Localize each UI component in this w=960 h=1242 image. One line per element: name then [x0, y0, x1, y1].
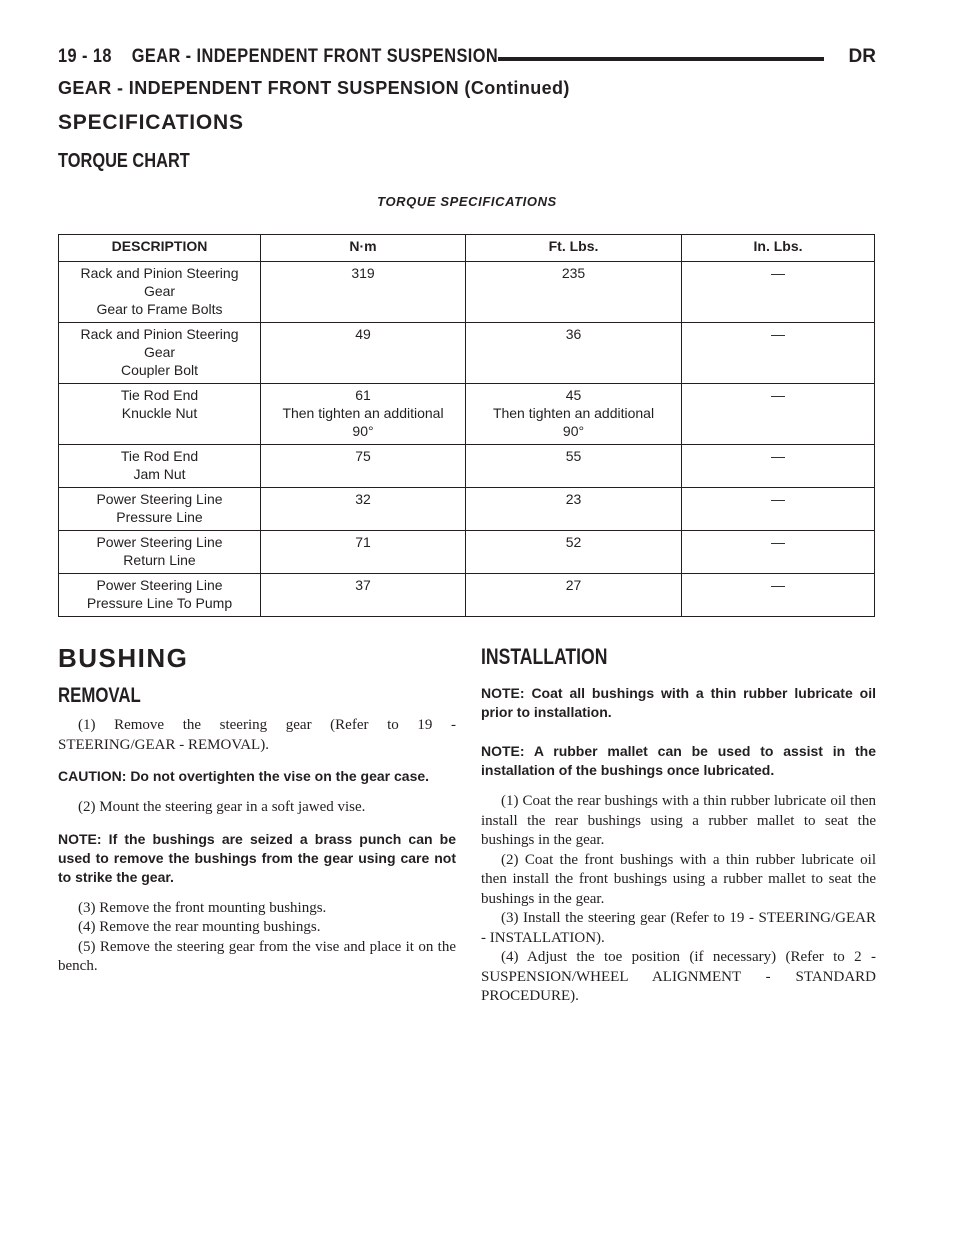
- table-row: [59, 574, 875, 617]
- column-header-ft-lbs: Ft. Lbs.: [466, 235, 682, 262]
- cell-in-lbs: —: [682, 384, 875, 445]
- cell-description: Power Steering Line Pressure Line To Pump: [59, 574, 261, 617]
- cell-in-lbs: —: [682, 323, 875, 384]
- installation-heading: INSTALLATION: [481, 644, 608, 669]
- cell-nm: 49: [261, 323, 466, 384]
- installation-step-4: (4) Adjust the toe position (if necessary) (Refer to 2 - SUSPENSION/WHEEL ALIGNMENT - STANDARD PROCEDURE).: [481, 949, 876, 1004]
- cell-ft-lbs: 27: [466, 574, 682, 617]
- cell-description: Power Steering Line Pressure Line: [59, 488, 261, 531]
- cell-ft-lbs: 55: [466, 445, 682, 488]
- cell-in-lbs: —: [682, 574, 875, 617]
- cell-in-lbs: —: [682, 445, 875, 488]
- column-header-nm: N·m: [261, 235, 466, 262]
- removal-step-5: (5) Remove the steering gear from the vise and place it on the bench.: [58, 938, 456, 974]
- cell-nm: 61 Then tighten an additional 90°: [261, 384, 466, 445]
- header-rule: [498, 57, 824, 61]
- cell-ft-lbs: 52: [466, 531, 682, 574]
- installation-step-3: (3) Install the steering gear (Refer to 19 - STEERING/GEAR - INSTALLATION).: [481, 910, 876, 946]
- removal-heading: REMOVAL: [58, 684, 141, 707]
- cell-ft-lbs: 45 Then tighten an additional 90°: [466, 384, 682, 445]
- removal-caution: CAUTION: Do not overtighten the vise on the gear case.: [58, 768, 430, 784]
- section-continued-heading: GEAR - INDEPENDENT FRONT SUSPENSION (Continued): [58, 78, 570, 98]
- table-row: [59, 488, 875, 531]
- cell-description: Rack and Pinion Steering Gear Gear to Frame Bolts: [59, 262, 261, 323]
- removal-step-4: (4) Remove the rear mounting bushings.: [78, 919, 321, 935]
- page-number-and-section: 19 - 18 GEAR - INDEPENDENT FRONT SUSPENSION: [58, 46, 499, 67]
- cell-in-lbs: —: [682, 488, 875, 531]
- cell-nm: 75: [261, 445, 466, 488]
- cell-description: Power Steering Line Return Line: [59, 531, 261, 574]
- cell-description: Tie Rod End Jam Nut: [59, 445, 261, 488]
- cell-in-lbs: —: [682, 531, 875, 574]
- installation-note-1: NOTE: Coat all bushings with a thin rubber lubricate oil prior to installation.: [481, 685, 876, 720]
- removal-note: NOTE: If the bushings are seized a brass punch can be used to remove the bushings from the gear using care not to strike the gear.: [58, 830, 456, 885]
- cell-nm: 319: [261, 262, 466, 323]
- table-row: [59, 323, 875, 384]
- column-header-description: DESCRIPTION: [59, 235, 261, 262]
- cell-nm: 37: [261, 574, 466, 617]
- table-row: [59, 384, 875, 445]
- table-row: [59, 531, 875, 574]
- column-header-in-lbs: In. Lbs.: [682, 235, 875, 262]
- page-header: [58, 46, 876, 72]
- cell-ft-lbs: 23: [466, 488, 682, 531]
- torque-chart-heading: TORQUE CHART: [58, 150, 190, 172]
- left-column: [58, 644, 456, 977]
- removal-step-3: (3) Remove the front mounting bushings.: [78, 899, 327, 916]
- removal-step-1: (1) Remove the steering gear (Refer to 19 - STEERING/GEAR - REMOVAL).: [58, 717, 456, 753]
- right-column: [481, 644, 876, 1007]
- removal-step-2: (2) Mount the steering gear in a soft jawed vise.: [78, 799, 366, 815]
- bushing-heading: BUSHING: [58, 643, 189, 673]
- table-header-row: [59, 235, 875, 262]
- cell-description: Tie Rod End Knuckle Nut: [59, 384, 261, 445]
- installation-step-1: (1) Coat the rear bushings with a thin rubber lubricate oil then install the rear bushings using a rubber mallet to seat the bushings in the gear.: [481, 793, 876, 848]
- manual-code: DR: [848, 46, 876, 67]
- table-row: [59, 262, 875, 323]
- cell-ft-lbs: 36: [466, 323, 682, 384]
- installation-step-2: (2) Coat the front bushings with a thin rubber lubricate oil then install the front bushings using a rubber mallet to seat the bushings in the gear.: [481, 851, 876, 907]
- table-row: [59, 445, 875, 488]
- table-caption: TORQUE SPECIFICATIONS: [377, 194, 557, 209]
- cell-in-lbs: —: [682, 262, 875, 323]
- specifications-heading: SPECIFICATIONS: [58, 111, 244, 134]
- installation-note-2: NOTE: A rubber mallet can be used to assist in the installation of the bushings once lubricated.: [481, 743, 876, 778]
- cell-nm: 71: [261, 531, 466, 574]
- cell-ft-lbs: 235: [466, 262, 682, 323]
- torque-specifications-table: [58, 234, 875, 617]
- cell-nm: 32: [261, 488, 466, 531]
- cell-description: Rack and Pinion Steering Gear Coupler Bolt: [59, 323, 261, 384]
